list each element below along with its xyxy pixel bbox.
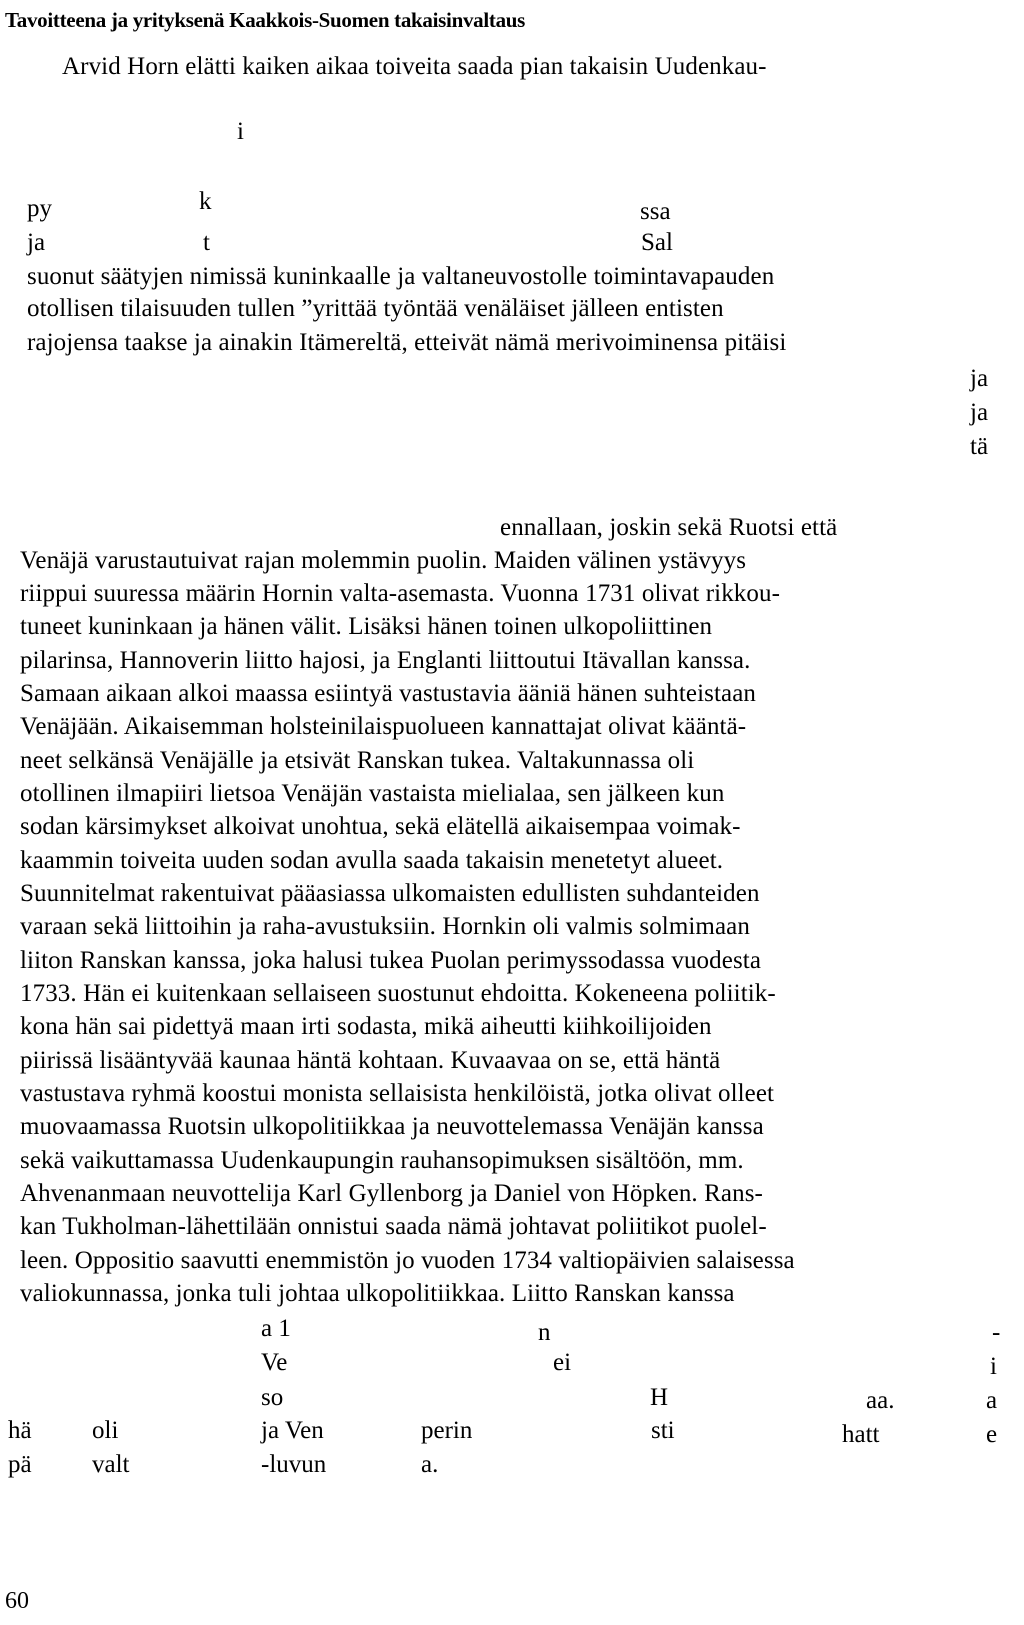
text-fragment: ja Ven xyxy=(261,1417,324,1444)
paragraph-line: varaan sekä liittoihin ja raha-avustuksiin. Hornkin oli valmis solmimaan xyxy=(20,913,750,940)
text-fragment: - xyxy=(992,1319,1001,1346)
paragraph-line: piirissä lisääntyvää kaunaa häntä kohtaan. Kuvaavaa on se, että häntä xyxy=(20,1047,721,1074)
page-number: 60 xyxy=(5,1588,29,1614)
paragraph-line: sekä vaikuttamassa Uudenkaupungin rauhansopimuksen sisältöön, mm. xyxy=(20,1147,744,1174)
text-fragment: perin xyxy=(421,1417,473,1444)
text-fragment: a 1 xyxy=(261,1315,291,1342)
paragraph-line: kan Tukholman-lähettilään onnistui saada nämä johtavat poliitikot puolel- xyxy=(20,1213,767,1240)
text-fragment: valt xyxy=(92,1451,130,1478)
text-fragment: a xyxy=(986,1387,998,1414)
paragraph-line: Ahvenanmaan neuvottelija Karl Gyllenborg ja Daniel von Höpken. Rans- xyxy=(20,1180,763,1207)
text-fragment: t xyxy=(203,229,210,256)
text-fragment: ja xyxy=(970,365,989,392)
paragraph-line: tuneet kuninkaan ja hänen välit. Lisäksi hänen toinen ulkopoliittinen xyxy=(20,613,713,640)
paragraph-line: Arvid Horn elätti kaiken aikaa toiveita saada pian takaisin Uudenkau- xyxy=(62,53,767,80)
paragraph-line: riippui suuressa määrin Hornin valta-asemasta. Vuonna 1731 olivat rikkou- xyxy=(20,580,781,607)
paragraph-line: kona hän sai pidettyä maan irti sodasta, mikä aiheutti kiihkoilijoiden xyxy=(20,1013,712,1040)
text-fragment: H xyxy=(650,1384,669,1411)
text-fragment: e xyxy=(986,1421,998,1448)
paragraph-line: liiton Ranskan kanssa, joka halusi tukea Puolan perimyssodassa vuodesta xyxy=(20,947,762,974)
paragraph-line: vastustava ryhmä koostui monista sellaisista henkilöistä, jotka olivat olleet xyxy=(20,1080,775,1107)
paragraph-line: valiokunnassa, jonka tuli johtaa ulkopolitiikkaa. Liitto Ranskan kanssa xyxy=(20,1280,735,1307)
text-fragment: Sal xyxy=(641,229,673,256)
paragraph-line: pilarinsa, Hannoverin liitto hajosi, ja Englanti liittoutui Itävallan kanssa. xyxy=(20,647,751,674)
text-fragment: hä xyxy=(8,1417,32,1444)
text-fragment: hatt xyxy=(842,1421,880,1448)
text-fragment: k xyxy=(199,188,212,215)
paragraph-line: leen. Oppositio saavutti enemmistön jo vuoden 1734 valtiopäivien salaisessa xyxy=(20,1247,795,1274)
section-heading: Tavoitteena ja yrityksenä Kaakkois-Suomen takaisinvaltaus xyxy=(5,8,526,32)
text-fragment: -luvun xyxy=(261,1451,327,1478)
paragraph-line: Venäjään. Aikaisemman holsteinilaispuolueen kannattajat olivat kääntä- xyxy=(20,713,747,740)
text-fragment: py xyxy=(27,195,52,222)
text-fragment: aa. xyxy=(866,1387,895,1414)
text-fragment: sti xyxy=(651,1417,675,1444)
paragraph-line: neet selkänsä Venäjälle ja etsivät Ranskan tukea. Valtakunnassa oli xyxy=(20,747,695,774)
paragraph-line: Venäjä varustautuivat rajan molemmin puolin. Maiden välinen ystävyys xyxy=(20,547,747,574)
paragraph-line: rajojensa taakse ja ainakin Itämereltä, etteivät nämä merivoiminensa pitäisi xyxy=(27,329,787,356)
text-fragment: ssa xyxy=(640,198,671,225)
paragraph-line: suonut säätyjen nimissä kuninkaalle ja valtaneuvostolle toimintavapauden xyxy=(27,263,775,290)
paragraph-line: otollinen ilmapiiri lietsoa Venäjän vastaista mielialaa, sen jälkeen kun xyxy=(20,780,725,807)
text-fragment: pä xyxy=(8,1451,32,1478)
text-fragment: ei xyxy=(553,1349,572,1376)
paragraph-line: 1733. Hän ei kuitenkaan sellaiseen suostunut ehdoitta. Kokeneena poliitik- xyxy=(20,980,776,1007)
text-fragment: oli xyxy=(92,1417,119,1444)
paragraph-line: ennallaan, joskin sekä Ruotsi että xyxy=(500,514,838,541)
text-fragment: so xyxy=(261,1384,284,1411)
text-fragment: ja xyxy=(970,399,989,426)
paragraph-line: sodan kärsimykset alkoivat unohtua, sekä elätellä aikaisempaa voimak- xyxy=(20,813,741,840)
text-fragment: a. xyxy=(421,1451,439,1478)
paragraph-line: muovaamassa Ruotsin ulkopolitiikkaa ja neuvottelemassa Venäjän kanssa xyxy=(20,1113,764,1140)
paragraph-line: otollisen tilaisuuden tullen ”yrittää työntää venäläiset jälleen entisten xyxy=(27,295,724,322)
text-fragment: n xyxy=(538,1319,551,1346)
text-fragment: i xyxy=(990,1353,997,1380)
paragraph-line: Samaan aikaan alkoi maassa esiintyä vastustavia ääniä hänen suhteistaan xyxy=(20,680,757,707)
text-fragment: i xyxy=(237,118,244,145)
paragraph-line: Suunnitelmat rakentuivat pääasiassa ulkomaisten edullisten suhdanteiden xyxy=(20,880,760,907)
text-fragment: Ve xyxy=(261,1349,288,1376)
paragraph-line: kaammin toiveita uuden sodan avulla saada takaisin menetetyt alueet. xyxy=(20,847,724,874)
text-fragment: tä xyxy=(970,433,989,460)
text-fragment: ja xyxy=(27,229,46,256)
